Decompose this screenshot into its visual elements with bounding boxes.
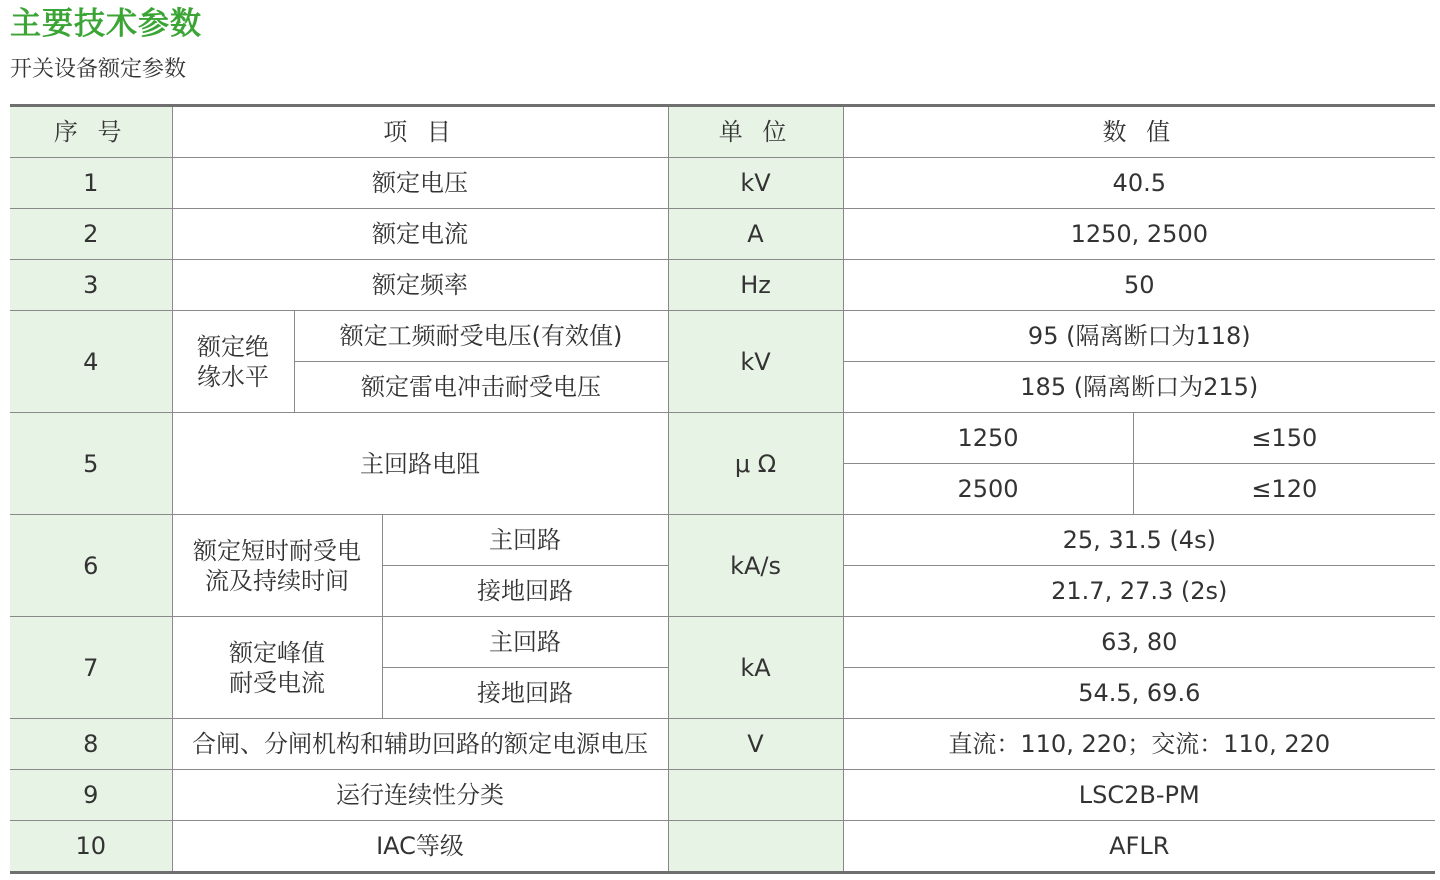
- header-seq: 序 号: [10, 106, 172, 158]
- header-unit: 单 位: [668, 106, 843, 158]
- row-number: 7: [10, 617, 172, 719]
- header-item: 项 目: [172, 106, 668, 158]
- row-subitem: 接地回路: [382, 668, 668, 719]
- row-item: 额定电压: [172, 158, 668, 209]
- row-item: 运行连续性分类: [172, 770, 668, 821]
- row-item: 合闸、分闸机构和辅助回路的额定电源电压: [172, 719, 668, 770]
- parameters-table: [10, 104, 1435, 874]
- row-number: 6: [10, 515, 172, 617]
- table-row: [10, 209, 1435, 260]
- row-group-label: [172, 515, 382, 617]
- row-item: 额定频率: [172, 260, 668, 311]
- row-number: 8: [10, 719, 172, 770]
- table-row: [10, 821, 1435, 873]
- row-number: 2: [10, 209, 172, 260]
- row-number: 9: [10, 770, 172, 821]
- row-number: 4: [10, 311, 172, 413]
- row-value: 40.5: [843, 158, 1435, 209]
- row-number: 10: [10, 821, 172, 873]
- row-unit: Hz: [668, 260, 843, 311]
- table-row: [10, 158, 1435, 209]
- row-value: LSC2B-PM: [843, 770, 1435, 821]
- row-unit: [668, 821, 843, 873]
- row-group-label: [172, 311, 294, 413]
- row-number: 1: [10, 158, 172, 209]
- table-row: [10, 515, 1435, 566]
- row-value: AFLR: [843, 821, 1435, 873]
- row-unit: A: [668, 209, 843, 260]
- table-header-row: [10, 106, 1435, 158]
- row-value: 185 (隔离断口为215): [843, 362, 1435, 413]
- row-value: 54.5, 69.6: [843, 668, 1435, 719]
- group-label-line1: 额定峰值: [229, 638, 325, 667]
- row-item: 额定电流: [172, 209, 668, 260]
- row-value: 50: [843, 260, 1435, 311]
- row-unit: μ Ω: [668, 413, 843, 515]
- group-label-line2: 缘水平: [197, 362, 269, 391]
- row-value-current: 2500: [843, 464, 1133, 515]
- group-label-line1: 额定绝: [197, 332, 269, 361]
- row-subitem: 额定工频耐受电压(有效值): [294, 311, 668, 362]
- page-title: 主要技术参数: [10, 6, 202, 42]
- table-row: [10, 260, 1435, 311]
- row-value-resistance: ≤150: [1133, 413, 1435, 464]
- table-row: [10, 311, 1435, 362]
- row-value-resistance: ≤120: [1133, 464, 1435, 515]
- row-subitem: 主回路: [382, 515, 668, 566]
- table-row: [10, 617, 1435, 668]
- header-value: 数 值: [843, 106, 1435, 158]
- row-unit: [668, 770, 843, 821]
- table-row: [10, 719, 1435, 770]
- row-item: 主回路电阻: [172, 413, 668, 515]
- row-value-current: 1250: [843, 413, 1133, 464]
- table-row: [10, 413, 1435, 464]
- row-value: 95 (隔离断口为118): [843, 311, 1435, 362]
- table-row: [10, 770, 1435, 821]
- group-label-line2: 耐受电流: [229, 668, 325, 697]
- row-unit: kV: [668, 158, 843, 209]
- row-unit: kA: [668, 617, 843, 719]
- row-subitem: 接地回路: [382, 566, 668, 617]
- row-number: 3: [10, 260, 172, 311]
- row-value: 1250, 2500: [843, 209, 1435, 260]
- row-unit: kA/s: [668, 515, 843, 617]
- table-caption: 开关设备额定参数: [10, 57, 187, 82]
- row-unit: kV: [668, 311, 843, 413]
- row-group-label: [172, 617, 382, 719]
- group-label-line2: 流及持续时间: [205, 566, 349, 595]
- row-subitem: 主回路: [382, 617, 668, 668]
- row-unit: V: [668, 719, 843, 770]
- row-subitem: 额定雷电冲击耐受电压: [294, 362, 668, 413]
- row-value: 21.7, 27.3 (2s): [843, 566, 1435, 617]
- row-value: 25, 31.5 (4s): [843, 515, 1435, 566]
- row-item: IAC等级: [172, 821, 668, 873]
- row-value: 直流：110, 220；交流：110, 220: [843, 719, 1435, 770]
- row-number: 5: [10, 413, 172, 515]
- row-value: 63, 80: [843, 617, 1435, 668]
- group-label-line1: 额定短时耐受电: [193, 536, 361, 565]
